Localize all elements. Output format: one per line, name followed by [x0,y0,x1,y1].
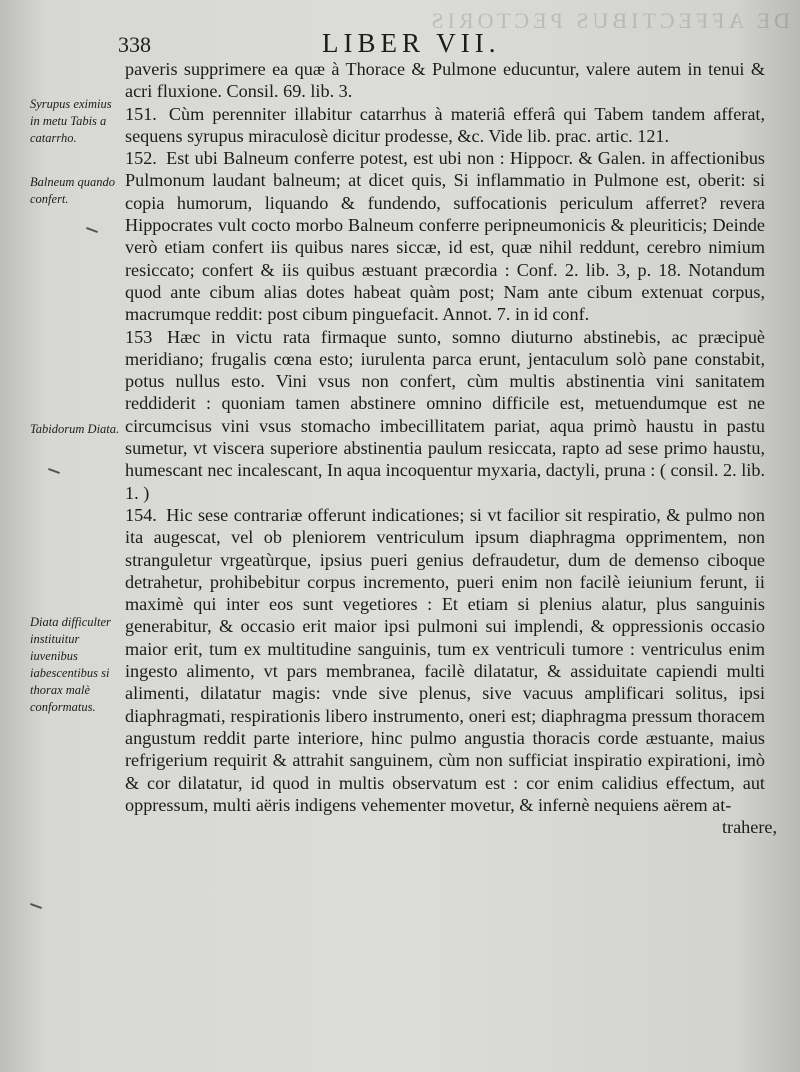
pencil-mark [48,468,60,474]
paragraph-text: Hic sese contrariæ offerunt indicationes; si vt facilior sit respiratio, & pulmo non ita augescat, vel ob pleniorem ventriculum ipsum diaphragma opprimentem, non stranguletur vrgeatùrque, ipsius pueri genius defraudetur, dum de demenso ciboque detrahetur, prohibebitur corpus incremento, pueri enim non facilè ieiunium ferunt, ii maximè qui inter eos sunt vegetiores : Et etiam si plenius alatur, plus sanguinis generabitur, & occasio erit maior ipsi pulmoni sui implendi, & oppressionis occasio maior erit, tum ex multitudine sanguinis, tum ex ventriculi tumore : ventriculus enim ingesto alimento, vt pars membranea, facilè dilatatur, & assiduitate capiendi multi alimenti, dilatatur magis: vnde sive plenus, sive vacuus amplificari solitus, ipsi diaphragmati, respirationis libero instrumento, oneri est; diaphragma pressum thoracem angustum reddit parte interiore, hinc pulmo angustia thoracis corde æstuante, maius refrigerium requirit & attrahit sanguinem, cùm non sufficiat inspiratio expirationi, imò & cor dilatatur, id quod in multis observatum est : cor enim calidius effectum, aut oppressum, multi aëris indigens vehementer movetur, & infernè nequiens aërem at- [125,504,765,815]
paragraph-153 [125,326,765,504]
paragraph-number: 152. [125,148,157,169]
margin-note-tabidorum: Tabidorum Diata. [30,422,120,436]
bleed-through-text: DE AFFECTIBUS PECTORIS [427,8,790,33]
pencil-mark [86,227,98,233]
paragraph-text: Est ubi Balneum conferre potest, est ubi non : Hippocr. & Galen. in affectionibus Pulmonum laudant balneum; at dicet quis, Si inflammatio in Pulmone est, oberit: si copia humorum, liquando & fundendo, suffocationis periculum afferret? revera Hippocrates vult cocto morbo Balneum conferre peripneumonicis & pleuriticis; Deinde verò etiam confert iis quibus nares siccæ, id est, quæ nihil reddunt, cerebro nimium resiccato; confert & iis quibus æstuant præcordia : Conf. 2. lib. 3, p. 18. Notandum quod ante cibum alias dotes habeat quàm post; Nam ante cibum extenuat corpus, macrumque reddit: post cibum pinguefacit. Annot. 7. in id conf. [125,148,765,325]
paragraph-text: Cùm perenniter illabitur catarrhus à materiâ efferâ qui Tabem tandem afferat, sequens syrupus miraculosè dicitur prodesse, &c. Vide lib. prac. artic. 121. [125,103,765,146]
main-text [125,58,777,838]
margin-note-syrupus: Syrupus eximius in metu Tabis a catarrho. [30,97,112,145]
paragraph-152 [125,147,765,325]
paragraph-text: Hæc in victu rata firmaque sunto, somno diuturno abstinebis, ac præcipuè meridiano; frugalis cœna esto; iurulenta parca erunt, jentaculum solò pane constabit, potus nullus esto. Vini vsus non confert, cùm multis abstinentia vini sanitatem reddiderit : quoniam tamen abstinere omnino difficile est, metuendumque est ne circumcisus vini vsus stomacho imbecillitatem pariat, aqua primò haustu in pastu sumetur, vt viscera superiore abstinentia paulum resiccata, rapto ad sese primo haustu, humescant nec incalescant, In aqua incoquentur myxaria, dactyli, pruna : ( consil. 2. lib. 1. ) [125,326,766,503]
paragraph-number: 153 [125,326,153,347]
paragraph-number: 154. [125,504,157,525]
paragraph-text: paveris supprimere ea quæ à Thorace & Pulmone educuntur, valere autem in tenui & acri fluxione. Consil. 69. lib. 3. [125,59,765,102]
paragraph-151 [125,103,765,148]
paragraph-154 [125,504,765,816]
margin-note-balneum: Balneum quando confert. [30,175,116,206]
margin-note-diata: Diata difficulter instituitur iuvenibus iabescentibus si thorax malè conformatus. [30,615,111,714]
running-title: LIBER VII. [322,28,501,58]
paragraph-number: 151. [125,103,157,124]
page-number: 338 [118,32,151,57]
catchword: trahere, [721,817,777,838]
paragraph-continuation [125,58,765,103]
pencil-mark [30,903,42,909]
